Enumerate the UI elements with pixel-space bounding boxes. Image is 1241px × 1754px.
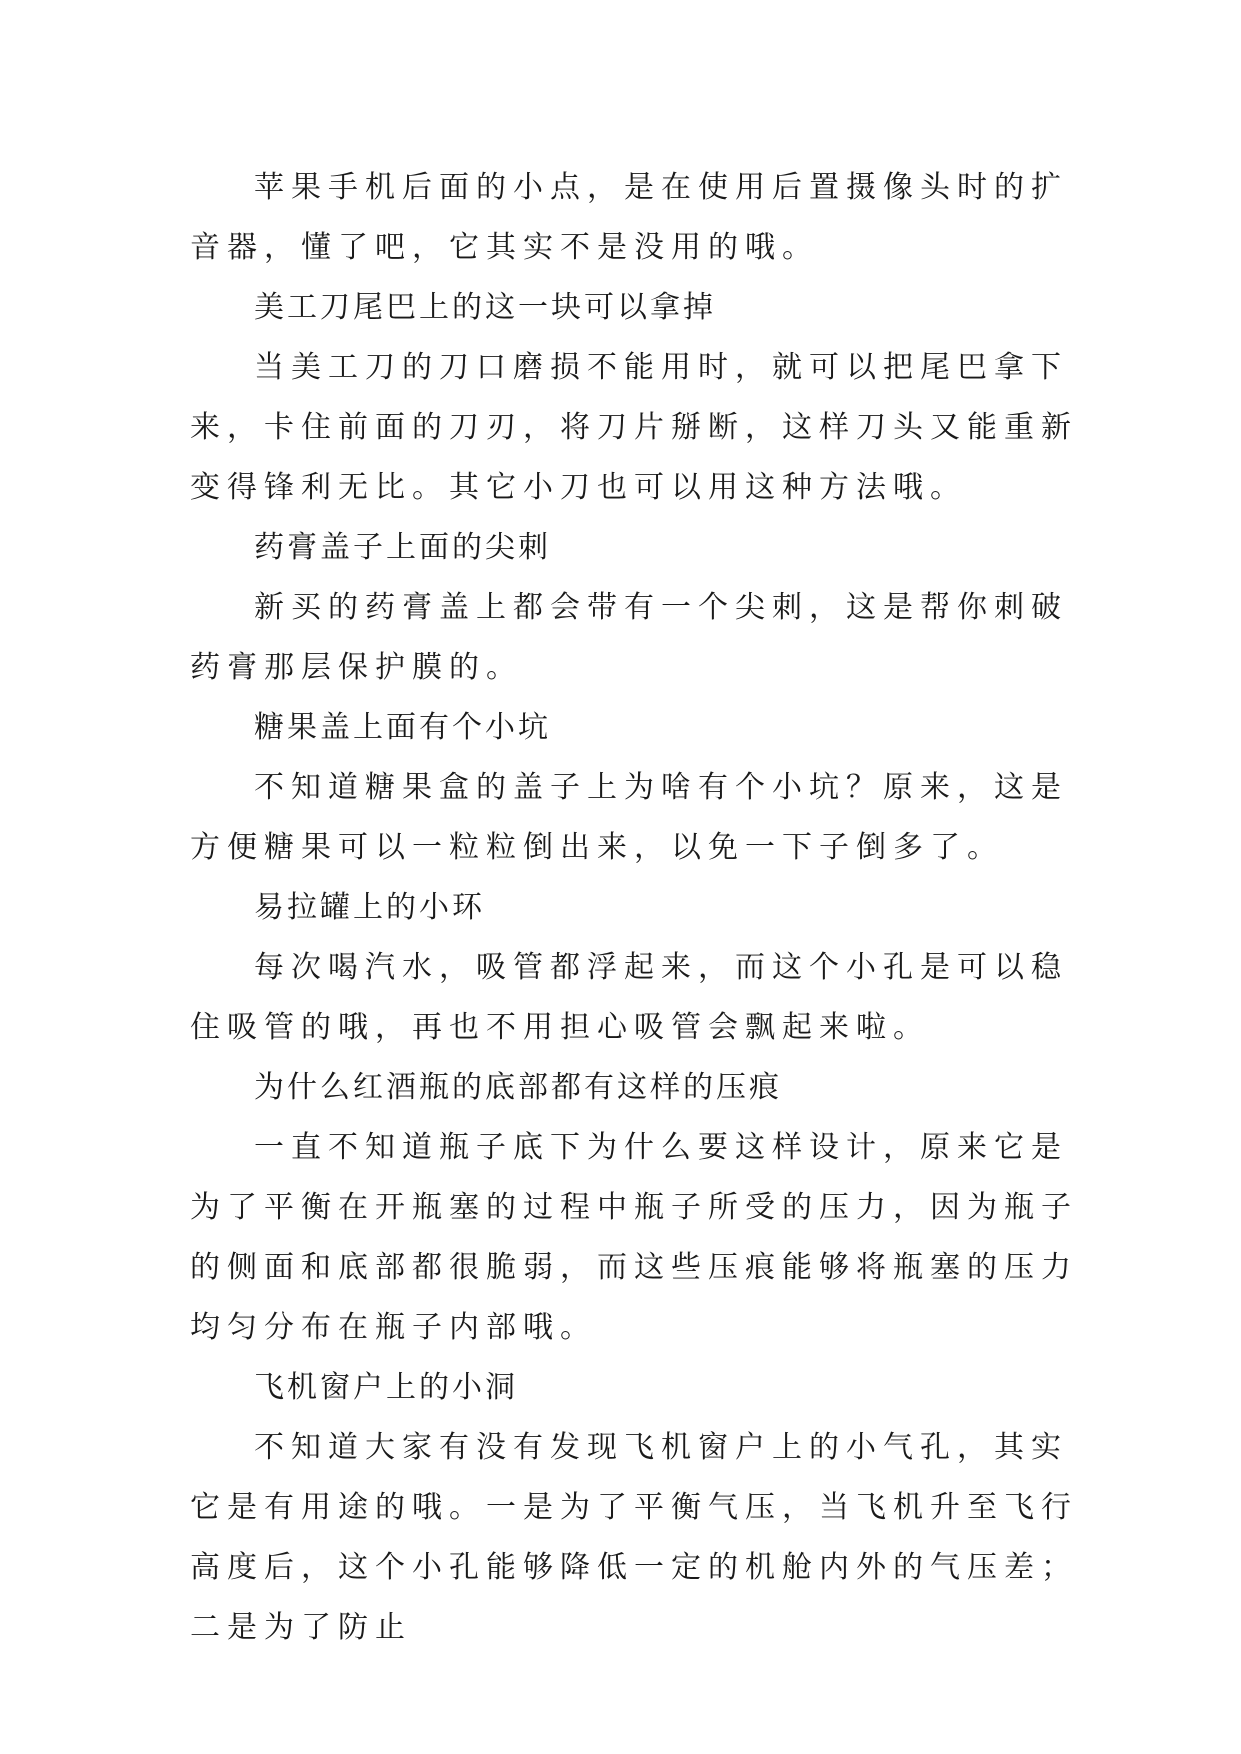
document-body [190,158,1090,1658]
section-heading: 美工刀尾巴上的这一块可以拿掉 [254,290,716,325]
paragraph: 苹果手机后面的小点，是在使用后置摄像头时的扩音器，懂了吧，它其实不是没用的哦。 [190,170,1068,265]
section-heading: 药膏盖子上面的尖刺 [254,530,551,565]
section-heading: 飞机窗户上的小洞 [254,1370,518,1405]
paragraph: 新买的药膏盖上都会带有一个尖刺，这是帮你刺破药膏那层保护膜的。 [190,590,1068,685]
paragraph: 一直不知道瓶子底下为什么要这样设计，原来它是为了平衡在开瓶塞的过程中瓶子所受的压力，因为瓶子的侧面和底部都很脆弱，而这些压痕能够将瓶塞的压力均匀分布在瓶子内部哦。 [190,1130,1078,1345]
paragraph: 不知道糖果盒的盖子上为啥有个小坑？原来，这是方便糖果可以一粒粒倒出来，以免一下子倒多了。 [190,770,1068,865]
paragraph: 每次喝汽水，吸管都浮起来，而这个小孔是可以稳住吸管的哦，再也不用担心吸管会飘起来啦。 [190,950,1068,1045]
section-heading: 易拉罐上的小环 [254,890,485,925]
section-heading: 糖果盖上面有个小坑 [254,710,551,745]
paragraph: 当美工刀的刀口磨损不能用时，就可以把尾巴拿下来，卡住前面的刀刃，将刀片掰断，这样刀头又能重新变得锋利无比。其它小刀也可以用这种方法哦。 [190,350,1078,505]
paragraph: 不知道大家有没有发现飞机窗户上的小气孔，其实它是有用途的哦。一是为了平衡气压，当飞机升至飞行高度后，这个小孔能够降低一定的机舱内外的气压差；二是为了防止 [190,1430,1078,1645]
section-heading: 为什么红酒瓶的底部都有这样的压痕 [254,1070,782,1105]
